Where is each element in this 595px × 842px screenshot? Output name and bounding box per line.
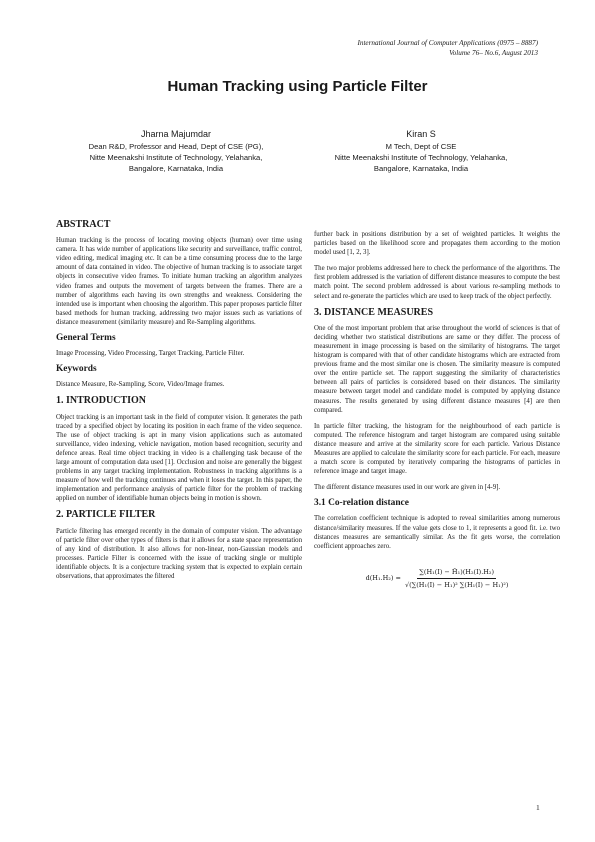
author-affiliation: Nitte Meenakshi Institute of Technology, Yelahanka, [89, 153, 263, 163]
formula-fraction [405, 567, 508, 590]
correlation-formula [314, 567, 560, 590]
journal-name: International Journal of Computer Applications (0975 – 8887) [357, 39, 538, 47]
general-terms-heading: General Terms [56, 333, 116, 344]
keywords-heading: Keywords [56, 364, 97, 375]
author-affiliation: Nitte Meenakshi Institute of Technology, Yelahanka, [334, 153, 508, 163]
left-column [56, 220, 302, 588]
particle-filter-text: Particle filtering has emerged recently in the domain of computer vision. The advantage of particle filter over other types of filters is that it allows for a state space representation of any kind of distribution. It also allows for non-linear, non-Gaussian models and processes. Particle Filter is concerned with the issue of tracking single or multiple identifiable objects. It is a conjecture tracking system that is expected to explain certain observations, that approximates the filtered [56, 527, 302, 580]
keywords-text: Distance Measure, Re-Sampling, Score, Video/Image frames. [56, 381, 225, 389]
general-terms-text: Image Processing, Video Processing, Target Tracking, Particle Filter. [56, 350, 245, 358]
page-number: 1 [536, 803, 540, 812]
author-name: Jharna Majumdar [140, 129, 212, 139]
author-affiliation: M Tech, Dept of CSE [385, 142, 457, 151]
formula-lhs: d(H₁.H₂) = [365, 574, 401, 583]
author-block-1 [46, 128, 306, 175]
particle-filter-text-continued: further back in positions distribution by a set of weighted particles. It weights the particles based on the likelihood score and propagates them according to the motion model used [1, 2, 3]. [314, 231, 560, 257]
paper-title: Human Tracking using Particle Filter [167, 78, 428, 95]
distance-measures-p1: One of the most important problem that arise throughout the world of sciences is that of deciding whether two statistical distributions are same or they differ. The process of measurement in image processing is based on the similarity of histograms. The target histogram is compared with that of other candidate histograms which are extracted from previous frame and the most similar one is chosen. The similarity measure is computed over the entire particle set. The rapport suggesting the similarity of characteristics between all pairs of particles is considered based on their distances. The similarity measure between target model and candidate model is computed by applying distance measures. The results generated by using different distance measures [4] are then compared. [314, 324, 560, 414]
formula-numerator: ∑(H₁(I) − H̄₁)(H₂(I).H₂) [417, 567, 496, 579]
particle-filter-text-2: The two major problems addressed here to check the performance of the algorithms. The first problem addressed is the variation of different distance measures to compute the best match point. The second problem addressed is about various re-sampling methods to select and re-generate the particles which are used to keep track of the object perfectly. [314, 265, 560, 300]
right-column [314, 230, 560, 590]
distance-measures-p3: The different distance measures used in our work are given in [4-9]. [314, 484, 501, 492]
particle-filter-heading: 2. PARTICLE FILTER [56, 509, 156, 521]
author-affiliation: Bangalore, Karnataka, India [128, 164, 224, 174]
author-affiliation: Bangalore, Karnataka, India [373, 164, 469, 174]
distance-measures-p2: In particle filter tracking, the histogram for the neighbourhood of each particle is computed. The reference histogram and target histogram are compared using suitable distance measure and arrive at the similarity score for each particle. Various Distance Measures are applied to calculate the similarity score for each particle. For each, measure a match score is computed by iteratively comparing the histograms of particles in reference image and target image. [314, 422, 560, 476]
journal-header [357, 38, 538, 58]
abstract-heading: ABSTRACT [56, 219, 111, 230]
journal-volume: Volume 76– No.6, August 2013 [449, 49, 538, 57]
author-name: Kiran S [406, 129, 436, 139]
distance-measures-heading: 3. DISTANCE MEASURES [314, 306, 434, 318]
correlation-text: The correlation coefficient technique is adopted to reveal similarities among numerous distance/similarity measures. If the value gets close to 1, it represents a good fit. i.e. two distances measures are semantically similar. As the fit gets worse, the correlation coefficient approaches zero. [314, 515, 560, 550]
introduction-text: Object tracking is an important task in the field of computer vision. It generates the path traced by a specified object by locating its position in each frame of the video sequence. The use of object tracking is apt in many vision applications such as automated surveillance, video indexing, vehicle navigation, motion based recognition, security and defence areas. Real time object tracking in video is a challenging task because of the large amount of computation data used [1]. Occlusion and noise are generally the biggest problems in any target tracking implementation. Robustness in tracking algorithms is a measure of how well the tracking continues and when it loses the target. In this paper, the implementation and performance analysis of particle filter for the problem of tracking applied on number of identifiable human objects being in motion is shown. [56, 413, 302, 503]
correlation-heading: 3.1 Co-relation distance [314, 498, 409, 509]
author-block-2 [291, 128, 551, 175]
author-affiliation: Dean R&D, Professor and Head, Dept of CSE (PG), [88, 142, 264, 151]
formula-denominator: √(∑(H₁(I) − H₁)² ∑(H₁(I) − H₁)²) [404, 580, 509, 589]
introduction-heading: 1. INTRODUCTION [56, 395, 147, 407]
abstract-text: Human tracking is the process of locating moving objects (human) over time using camera. It has wide number of applications like security and surveillance, traffic control, video editing, medical imaging etc. It can be a time consuming process due to the large amount of data contained in video. The objective of human tracking is to associate target objects in consecutive video frames. To initiate human tracking an algorithm analyzes video frames and outputs the movement of targets between the frames. There are a number of algorithms each having its own strengths and weakness. Considering the intended use is important when choosing the algorithm. This paper proposes particle filter based methods for human tracking, addressing two major issues such as variations of distance measurement (similarity measure) and Re-Sampling algorithms. [56, 237, 303, 326]
